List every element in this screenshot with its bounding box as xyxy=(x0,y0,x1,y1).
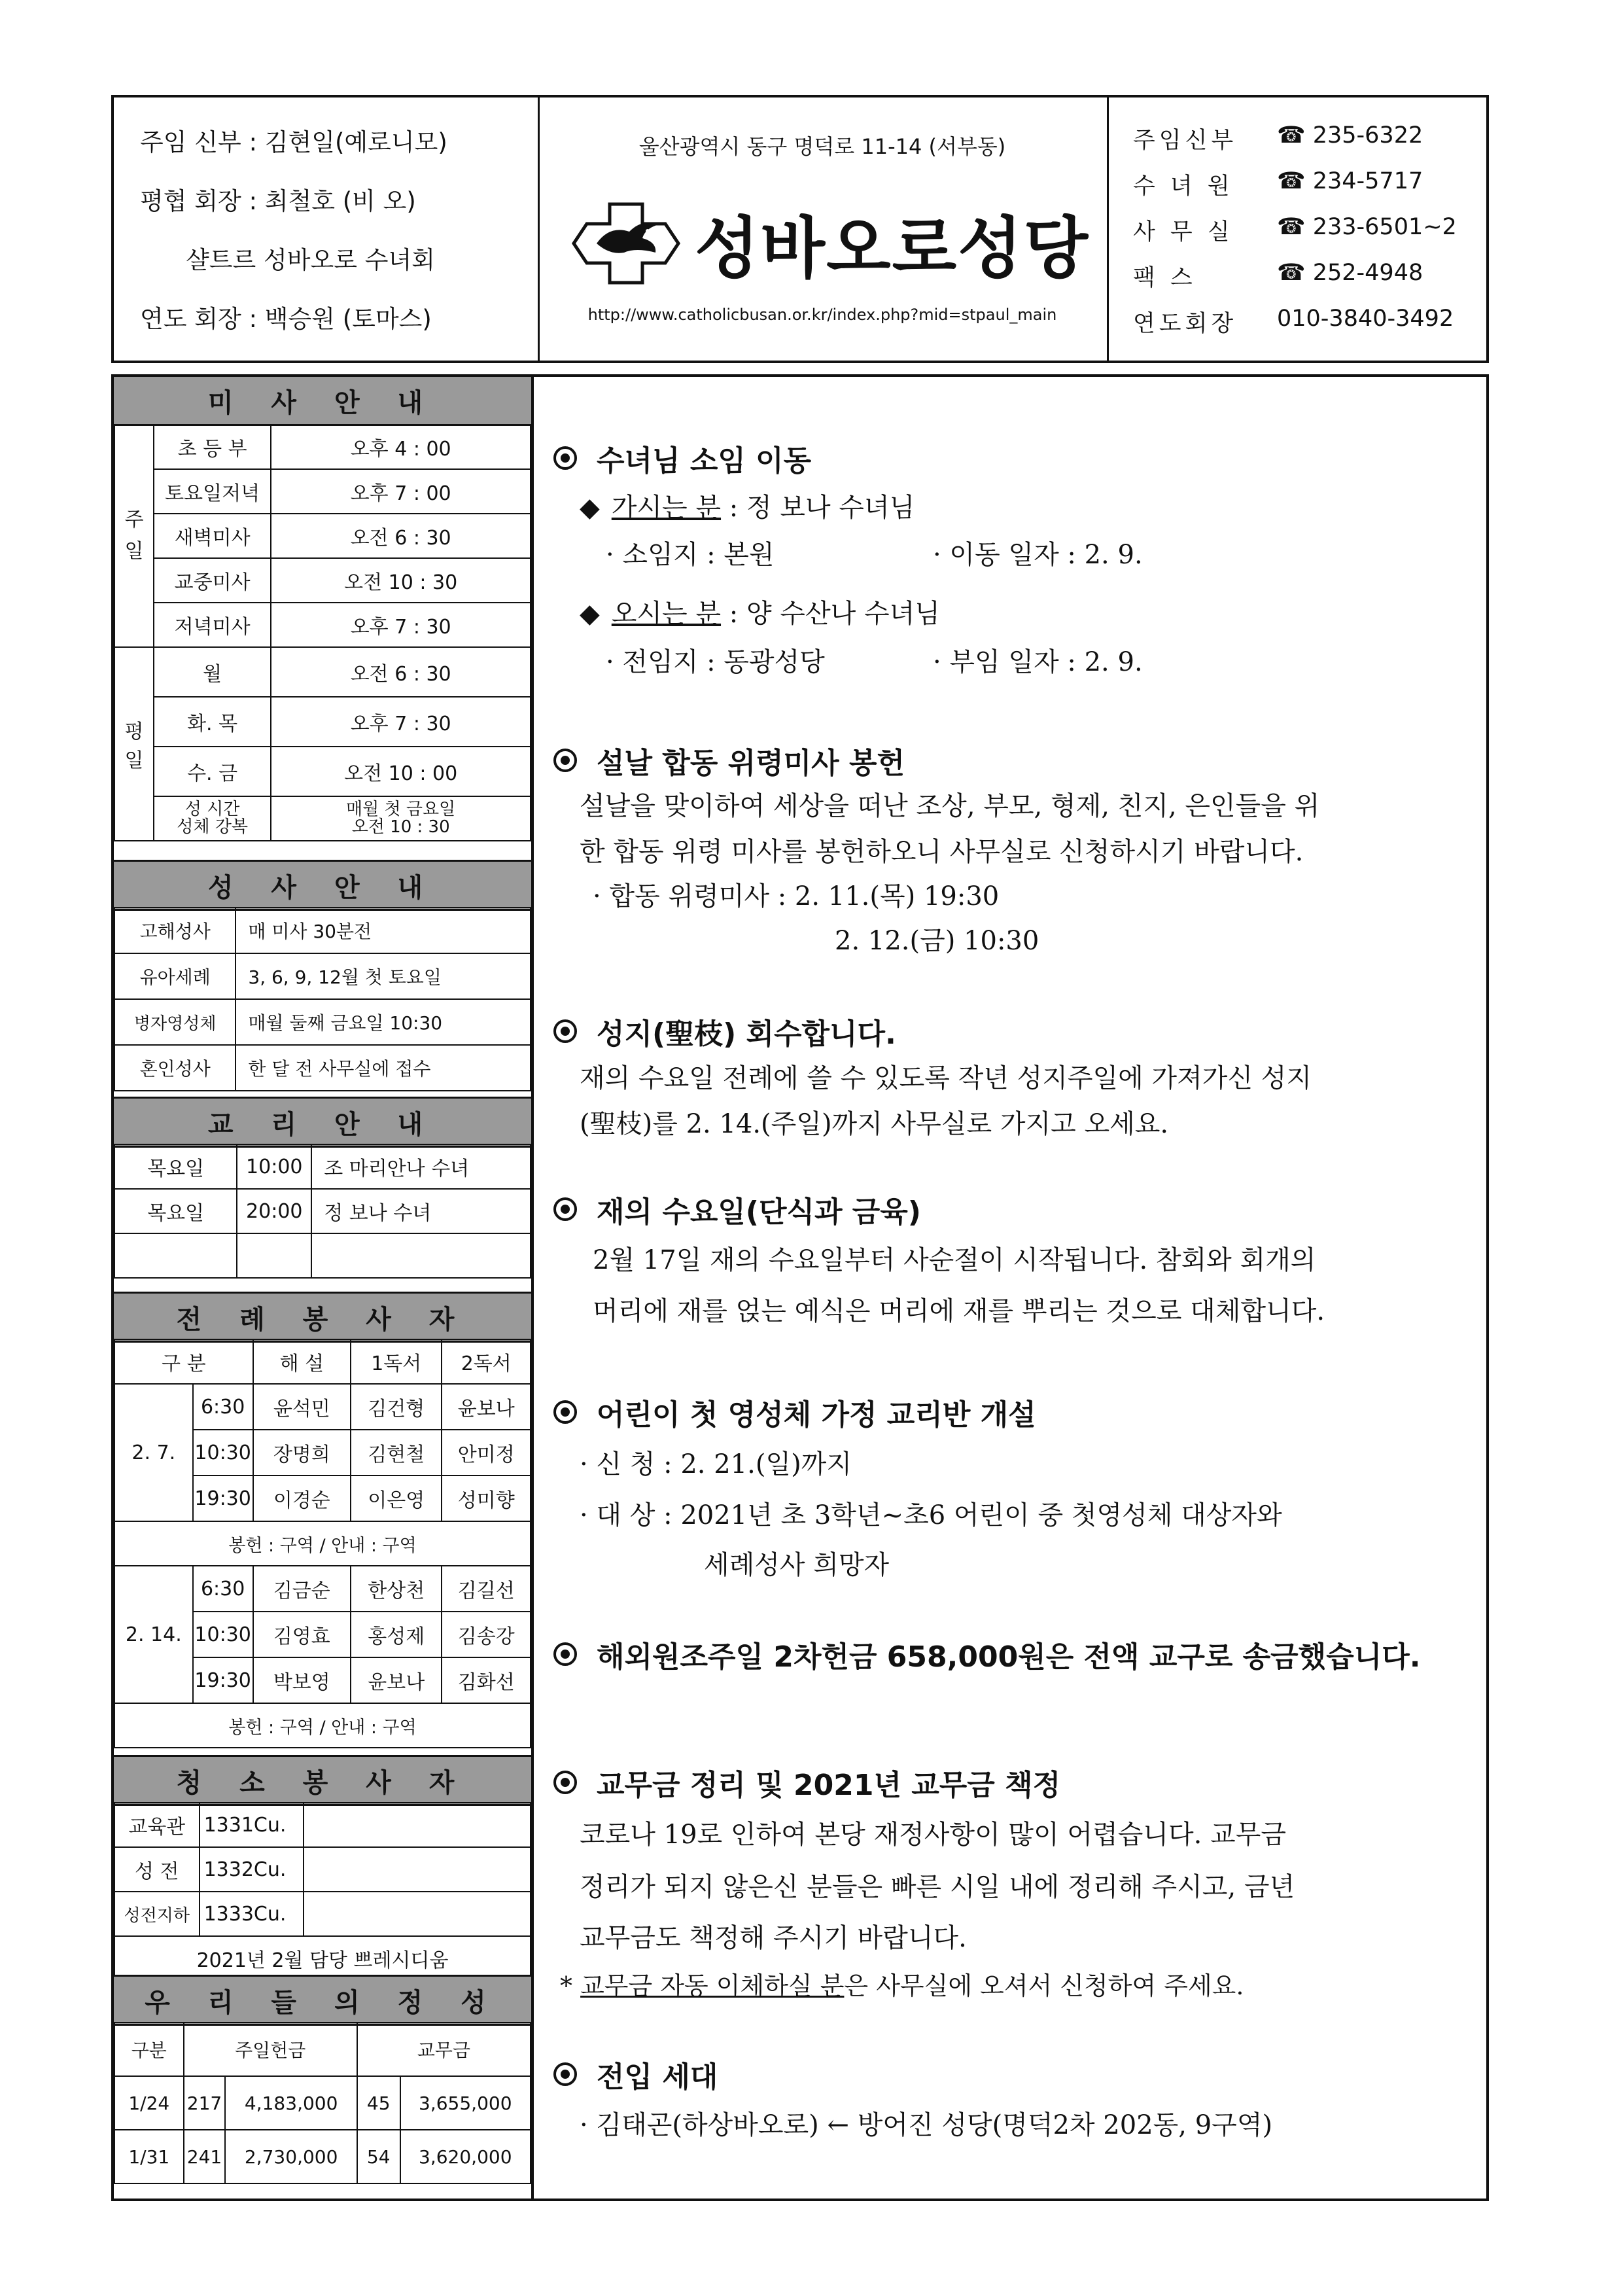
table-row: 유아세례 3, 6, 9, 12월 첫 토요일 xyxy=(114,953,531,999)
table-row: 고해성사 매 미사 30분전 xyxy=(114,908,531,953)
announcement-text: 설날을 맞이하여 세상을 떠난 조상, 부모, 형제, 친지, 은인들을 위 xyxy=(580,791,1320,821)
sacrament-table xyxy=(114,907,531,1091)
phone-number: ☎ 235-6322 xyxy=(1277,122,1423,149)
table-row: 19:30 박보영 윤보나 김화선 xyxy=(114,1657,531,1703)
table-row: 2. 14. 6:30 김금순 한상천 김길선 xyxy=(114,1566,531,1612)
table-row: 성 시간 성체 강복 매월 첫 금요일 오전 10 : 30 xyxy=(114,796,531,841)
catechism-table xyxy=(114,1144,531,1279)
table-row: 구 분 해 설 1독서 2독서 xyxy=(114,1339,531,1384)
announcement-heading: 해외원조주일 2차헌금 658,000원은 전액 교구로 송금했습니다. xyxy=(553,1633,1420,1675)
cleaning-ministers-table xyxy=(114,1802,531,1981)
table-row: 혼인성사 한 달 전 사무실에 접수 xyxy=(114,1045,531,1091)
diamond-bullet-icon: ◆ xyxy=(580,599,600,629)
announcement-text: 2. 12.(금) 10:30 xyxy=(835,926,1039,956)
table-row: 화. 목 오후 7 : 30 xyxy=(114,697,531,747)
table-row: 1/24 217 4,183,000 45 3,655,000 xyxy=(114,2076,531,2130)
announcement-text: 한 합동 위령 미사를 봉헌하오니 사무실로 신청하시기 바랍니다. xyxy=(580,837,1304,867)
table-row: 2. 7. 6:30 윤석민 김건형 윤보나 xyxy=(114,1384,531,1430)
table-row: 성전지하 1333Cu. xyxy=(114,1892,531,1936)
weekday-label: 평일 xyxy=(114,647,154,841)
table-row: 10:30 김영효 홍성제 김송강 xyxy=(114,1612,531,1657)
announcement-text: 2월 17일 재의 수요일부터 사순절이 시작됩니다. 참회와 회개의 xyxy=(593,1245,1316,1275)
circle-bullet-icon xyxy=(553,2062,577,2086)
announcement-heading: 설날 합동 위령미사 봉헌 xyxy=(553,739,905,781)
church-website-link[interactable]: http://www.catholicbusan.or.kr/index.php?mid=stpaul_main xyxy=(587,306,1057,324)
offering-table xyxy=(114,2022,531,2184)
table-row: 교중미사 오전 10 : 30 xyxy=(114,558,531,603)
announcements-panel xyxy=(534,374,1489,2201)
contact-row: 수 녀 원 ☎ 234-5717 xyxy=(1133,168,1423,200)
departing-sister-line: ◆ 가시는 분 : 정 보나 수녀님 xyxy=(580,493,915,523)
circle-bullet-icon xyxy=(553,1197,577,1221)
table-row xyxy=(114,1233,531,1278)
mass-schedule-heading: 미 사 안 내 xyxy=(114,377,531,426)
table-row: 목요일 20:00 정 보나 수녀 xyxy=(114,1189,531,1233)
sunday-label: 주일 xyxy=(114,425,154,647)
announcement-text: 코로나 19로 인하여 본당 재정사항이 많이 어렵습니다. 교무금 xyxy=(580,1820,1286,1850)
sacrament-heading: 성 사 안 내 xyxy=(114,860,531,911)
table-row: 수. 금 오전 10 : 00 xyxy=(114,747,531,796)
sisters-congregation-line: 샬트르 성바오로 수녀회 xyxy=(186,246,435,274)
header-title-block xyxy=(538,97,1109,361)
announcement-text: (聖枝)를 2. 14.(주일)까지 사무실로 가지고 오세요. xyxy=(580,1109,1169,1139)
circle-bullet-icon xyxy=(553,749,577,772)
announcement-heading: 전입 세대 xyxy=(553,2053,718,2095)
arriving-date: · 부임 일자 : 2. 9. xyxy=(933,647,1143,677)
announcement-heading: 교무금 정리 및 2021년 교무금 책정 xyxy=(553,1761,1060,1803)
table-row: 1/31 241 2,730,000 54 3,620,000 xyxy=(114,2130,531,2183)
contact-row: 사 무 실 ☎ 233-6501~2 xyxy=(1133,214,1457,245)
table-row: 평일 월 오전 6 : 30 xyxy=(114,647,531,697)
announcement-text: 정리가 되지 않은신 분들은 빠른 시일 내에 정리해 주시고, 금년 xyxy=(580,1872,1295,1902)
announcement-text: 머리에 재를 얹는 예식은 머리에 재를 뿌리는 것으로 대체합니다. xyxy=(593,1296,1325,1326)
offering-heading: 우 리 들 의 정 성 xyxy=(114,1975,531,2026)
phone-number: ☎ 234-5717 xyxy=(1277,168,1423,194)
sidebar-schedule xyxy=(111,374,534,2201)
announcement-heading: 재의 수요일(단식과 금육) xyxy=(553,1188,921,1230)
announcement-text: 세례성사 희망자 xyxy=(704,1550,890,1580)
table-row: 교육관 1331Cu. xyxy=(114,1803,531,1847)
contact-row: 연도회장 010-3840-3492 xyxy=(1133,306,1454,337)
table-row: 19:30 이경순 이은영 성미향 xyxy=(114,1475,531,1521)
cleaning-ministers-heading: 청 소 봉 사 자 xyxy=(114,1755,531,1806)
phone-number: ☎ 233-6501~2 xyxy=(1277,214,1457,240)
departing-destination: · 소임지 : 본원 xyxy=(606,540,775,570)
liturgy-ministers-table xyxy=(114,1339,531,1748)
header-staff-info xyxy=(114,97,540,361)
mass-schedule-table xyxy=(114,424,531,841)
phone-number: ☎ 252-4948 xyxy=(1277,260,1423,286)
announcement-text: · 신 청 : 2. 21.(일)까지 xyxy=(580,1449,852,1479)
liturgy-ministers-heading: 전 례 봉 사 자 xyxy=(114,1292,531,1343)
contact-row: 주임신부 ☎ 235-6322 xyxy=(1133,122,1423,154)
circle-bullet-icon xyxy=(553,1642,577,1666)
church-name: 성바오로성당 xyxy=(695,210,1090,288)
announcement-text: 재의 수요일 전례에 쓸 수 있도록 작년 성지주일에 가져가신 성지 xyxy=(580,1063,1312,1093)
table-row: 2021년 2월 담당 쁘레시디움 xyxy=(114,1936,531,1981)
announcement-text: · 대 상 : 2021년 초 3학년~초6 어린이 중 첫영성체 대상자와 xyxy=(580,1500,1282,1530)
pastor-line: 주임 신부 : 김현일(예로니모) xyxy=(140,128,447,156)
catechism-heading: 교 리 안 내 xyxy=(114,1097,531,1148)
arriving-previous-parish: · 전임지 : 동광성당 xyxy=(606,647,825,677)
contact-row: 팩 스 ☎ 252-4948 xyxy=(1133,260,1423,291)
table-row: 주일 초 등 부 오후 4 : 00 xyxy=(114,425,531,469)
dove-cross-logo-icon xyxy=(570,201,682,286)
table-row: 토요일저녁 오후 7 : 00 xyxy=(114,469,531,514)
table-row: 목요일 10:00 조 마리안나 수녀 xyxy=(114,1144,531,1189)
church-address: 울산광역시 동구 명덕로 11-14 (서부동) xyxy=(638,134,1006,159)
arriving-sister-line: ◆ 오시는 분 : 양 수산나 수녀님 xyxy=(580,599,940,629)
announcement-text: · 합동 위령미사 : 2. 11.(목) 19:30 xyxy=(593,881,1000,911)
church-logo-title xyxy=(570,196,1089,291)
table-row: 성 전 1332Cu. xyxy=(114,1847,531,1892)
table-row: 봉헌 : 구역 / 안내 : 구역 xyxy=(114,1703,531,1748)
circle-bullet-icon xyxy=(553,1019,577,1043)
table-row: 봉헌 : 구역 / 안내 : 구역 xyxy=(114,1521,531,1566)
table-row: 10:30 장명희 김현철 안미정 xyxy=(114,1430,531,1475)
departing-date: · 이동 일자 : 2. 9. xyxy=(933,540,1143,570)
announcement-heading: 어린이 첫 영성체 가정 교리반 개설 xyxy=(553,1391,1036,1433)
table-row: 구분 주일헌금 교무금 xyxy=(114,2022,531,2076)
table-row: 새벽미사 오전 6 : 30 xyxy=(114,514,531,558)
circle-bullet-icon xyxy=(553,446,577,470)
header-contacts xyxy=(1107,97,1486,361)
memorial-president-line: 연도 회장 : 백승원 (토마스) xyxy=(140,305,432,333)
table-row: 병자영성체 매월 둘째 금요일 10:30 xyxy=(114,999,531,1045)
bulletin-header xyxy=(111,95,1489,363)
announcement-heading: 수녀님 소임 이동 xyxy=(553,437,811,479)
announcement-text: 교무금도 책정해 주시기 바랍니다. xyxy=(580,1923,967,1953)
diamond-bullet-icon: ◆ xyxy=(580,493,600,523)
council-president-line: 평협 회장 : 최철호 (비 오) xyxy=(140,187,416,215)
announcement-heading: 성지(聖枝) 회수합니다. xyxy=(553,1010,896,1052)
circle-bullet-icon xyxy=(553,1400,577,1424)
phone-number: 010-3840-3492 xyxy=(1277,306,1454,332)
announcement-text: · 김태곤(하상바오로) ← 방어진 성당(명덕2차 202동, 9구역) xyxy=(580,2110,1273,2140)
circle-bullet-icon xyxy=(553,1771,577,1794)
table-row: 저녁미사 오후 7 : 30 xyxy=(114,603,531,647)
auto-transfer-note: * 교무금 자동 이체하실 분은 사무실에 오셔서 신청하여 주세요. xyxy=(560,1971,1244,2000)
